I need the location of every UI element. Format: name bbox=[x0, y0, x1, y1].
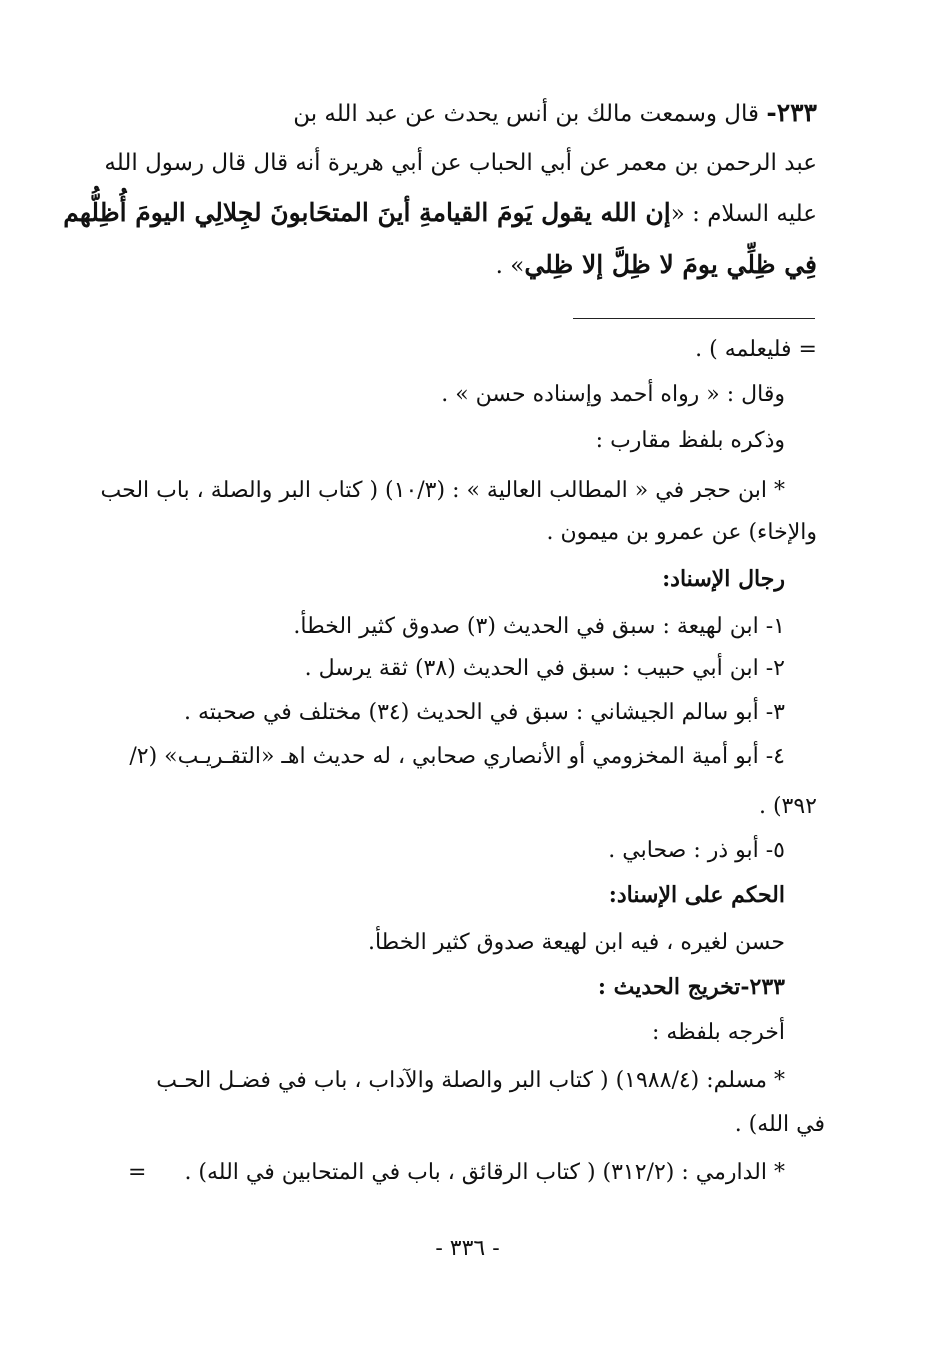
footnote-continuation: = فليعلمه ) . bbox=[695, 337, 817, 362]
hukm-heading: الحكم على الإسناد: bbox=[608, 882, 785, 908]
rijal-heading: رجال الإسناد: bbox=[662, 566, 785, 592]
hadith-line-1 bbox=[293, 98, 817, 129]
footnote-ibnhajar-2: والإخاء) عن عمرو بن ميمون . bbox=[546, 520, 817, 545]
hadith-line-4-suffix: » . bbox=[495, 253, 525, 279]
rijal-item-2: ٢- ابن أبي حبيب : سبق في الحديث (٣٨) ثقة يرسل . bbox=[304, 656, 785, 681]
darimi-continuation-mark: = bbox=[128, 1160, 147, 1185]
rijal-item-1: ١- ابن لهيعة : سبق في الحديث (٣) صدوق كثير الخطأ. bbox=[293, 614, 785, 639]
page-number: - ٣٣٦ - bbox=[435, 1236, 500, 1261]
rijal-item-4-cont: ٣٩٢) . bbox=[758, 794, 817, 819]
akhrajahu-label: أخرجه بلفظه : bbox=[651, 1020, 785, 1045]
footnote-separator bbox=[573, 318, 815, 319]
takhrij-muslim-1: * مسلم: (١٩٨٨/٤) ( كتاب البر والصلة والآداب ، باب في فضـل الحـب bbox=[156, 1068, 785, 1093]
hadith-number: ٢٣٣- bbox=[766, 98, 817, 127]
takhrij-muslim-2: في الله) . bbox=[734, 1112, 825, 1137]
hadith-line-2: عبد الرحمن بن معمر عن أبي الحباب عن أبي هريرة أنه قال قال رسول الله bbox=[104, 150, 817, 176]
footnote-dhakarahu: وذكره بلفظ مقارب : bbox=[595, 428, 785, 453]
footnote-ibnhajar-1: * ابن حجر في « المطالب العالية » : (١٠/٣) ( كتاب البر والصلة ، باب الحب bbox=[100, 478, 785, 503]
hadith-quote-part-1: إن الله يقول يَومَ القيامةِ أينَ المتحَابونَ لجِلالِي اليومَ أُظِلُّهم bbox=[63, 198, 671, 227]
rijal-item-5: ٥- أبو ذر : صحابي . bbox=[608, 838, 785, 863]
rijal-item-3: ٣- أبو سالم الجيشاني : سبق في الحديث (٣٤) مختلف في صحبته . bbox=[184, 700, 785, 725]
hadith-line-1-text: قال وسمعت مالك بن أنس يحدث عن عبد الله بن bbox=[293, 101, 759, 127]
takhrij-darimi: * الدارمي : (٣١٢/٢) ( كتاب الرقائق ، باب في المتحابين في الله) . bbox=[184, 1160, 785, 1185]
rijal-item-4: ٤- أبو أمية المخزومي أو الأنصاري صحابي ، له حديث اهـ «التقـريـب» (٢/ bbox=[129, 744, 785, 769]
takhrij-heading: ٢٣٣-تخريج الحديث : bbox=[597, 974, 785, 1000]
hadith-quote-part-2: فِي ظِلِّي يومَ لا ظِلَّ إلا ظِلي bbox=[524, 250, 817, 279]
footnote-qal: وقال : « رواه أحمد وإسناده حسن » . bbox=[441, 382, 785, 407]
hukm-text: حسن لغيره ، فيه ابن لهيعة صدوق كثير الخطأ. bbox=[367, 930, 785, 955]
hadith-line-4 bbox=[496, 250, 817, 281]
hadith-line-3 bbox=[63, 198, 817, 229]
hadith-line-3-prefix: عليه السلام : « bbox=[670, 201, 817, 227]
